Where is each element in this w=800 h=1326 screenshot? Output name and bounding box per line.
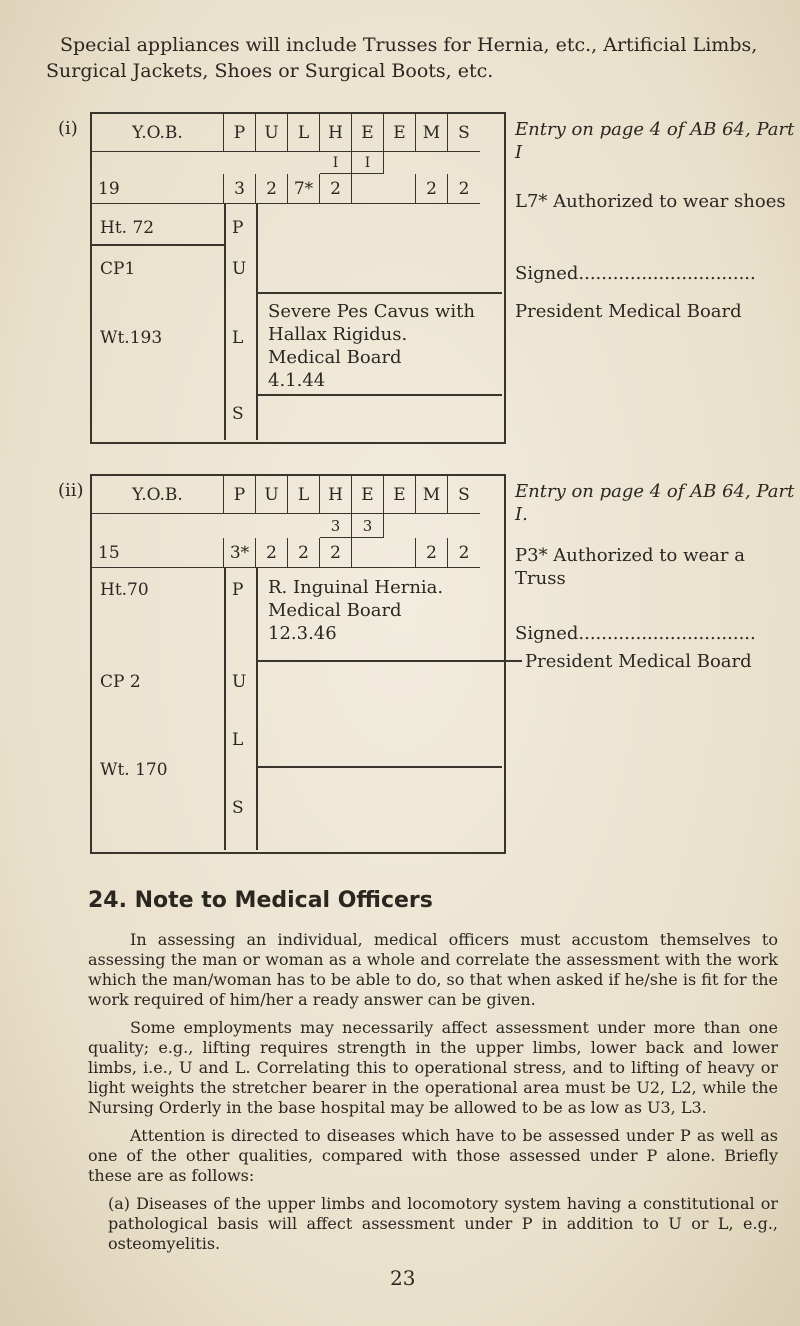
card1-val-h: 2: [320, 174, 352, 204]
card2-val-s: 2: [448, 538, 480, 568]
card2-header-m: M: [416, 476, 448, 514]
card2-signature-connector: [502, 660, 522, 662]
card1-sub-h: I: [320, 152, 352, 174]
card1-val-l: 7*: [288, 174, 320, 204]
section-heading: 24. Note to Medical Officers: [88, 888, 433, 913]
card1-header-u: U: [256, 114, 288, 152]
card2-s-code: S: [232, 798, 244, 818]
card1-header-s: S: [448, 114, 480, 152]
card2-val-h: 2: [320, 538, 352, 568]
card2: [90, 474, 506, 854]
card2-header-e2: E: [384, 476, 416, 514]
card1-authorization: L7* Authorized to wear shoes: [515, 191, 786, 212]
card1-sub-e1: I: [352, 152, 384, 174]
card2-entry-note: Entry on page 4 of AB 64, Part I.: [515, 481, 795, 525]
card2-header-p: P: [224, 476, 256, 514]
card2-val-l: 2: [288, 538, 320, 568]
card1-divider-2: [256, 292, 502, 294]
card2-val-e1: [352, 538, 416, 568]
card1-height-code: P: [232, 218, 244, 238]
card2-cp: CP 2: [100, 672, 141, 692]
section-paragraph-4: (a) Diseases of the upper limbs and locomotory system having a constitutional or pathological basis will affect assessment under P in addition to U or L, e.g., osteomyelitis.: [108, 1194, 778, 1253]
card1-header-e1: E: [352, 114, 384, 152]
card2-sub-e1: 3: [352, 514, 384, 538]
card2-vertical-rule-2: [256, 568, 258, 850]
card2-val-u: 2: [256, 538, 288, 568]
card1-remark: [268, 300, 475, 392]
card2-signed: Signed...............................: [515, 623, 756, 644]
card2-header-s: S: [448, 476, 480, 514]
intro-line-1: Special appliances will include Trusses for Hernia, etc., Artificial Limbs,: [60, 34, 758, 56]
card1-vertical-rule-2: [256, 204, 258, 440]
card2-president: President Medical Board: [525, 651, 752, 672]
card2-remark-line-3: 12.3.46: [268, 623, 337, 644]
card1-cp: CP1: [100, 259, 136, 279]
card2-val-m: 2: [416, 538, 448, 568]
card2-header-u: U: [256, 476, 288, 514]
card1-header-h: H: [320, 114, 352, 152]
card1-remark-line-4: 4.1.44: [268, 370, 326, 391]
card1-header-yob: Y.O.B.: [92, 114, 224, 152]
card1-height: Ht. 72: [100, 218, 155, 238]
card1-val-e1: [352, 174, 416, 204]
card2-height-code: P: [232, 580, 244, 600]
card2-height: Ht.70: [100, 580, 149, 600]
section-paragraph-1: In assessing an individual, medical officers must accustom themselves to assessing the man or woman as a whole and correlate the assessment with the work which the man/woman has to be able to do, so that when asked if he/she is fit for the work required of him/her a ready answer can be given.: [88, 930, 778, 1009]
card1-s-code: S: [232, 404, 244, 424]
card1-val-u: 2: [256, 174, 288, 204]
card1-val-p: 3: [224, 174, 256, 204]
card2-header-h: H: [320, 476, 352, 514]
card1-header-e2: E: [384, 114, 416, 152]
card2-weight-code: L: [232, 730, 244, 750]
card1-weight: Wt.193: [100, 328, 163, 348]
card1-divider-3: [256, 394, 502, 396]
section-paragraph-2: Some employments may necessarily affect assessment under more than one quality; e.g., lifting requires strength in the upper limbs, lower back and lower limbs, i.e., U and L. Correlating this to operational stress, and to lifting of heavy or light weights the stretcher bearer in the operational area must be U2, L2, while the Nursing Orderly in the base hospital may be allowed to be as low as U3, L3.: [88, 1018, 778, 1117]
intro-line-2: Surgical Jackets, Shoes or Surgical Boots, etc.: [46, 60, 494, 82]
card2-header-e1: E: [352, 476, 384, 514]
card1-header-m: M: [416, 114, 448, 152]
card2-authorization: P3* Authorized to wear a Truss: [515, 545, 745, 589]
card1-header-p: P: [224, 114, 256, 152]
card2-remark: [268, 576, 443, 645]
intro-paragraph: [46, 32, 780, 84]
card1-header-l: L: [288, 114, 320, 152]
card1-val-s: 2: [448, 174, 480, 204]
card1-label: (i): [58, 118, 78, 139]
card2-vertical-rule: [224, 568, 226, 850]
card1-remark-line-1: Severe Pes Cavus with: [268, 301, 475, 322]
card2-divider: [256, 660, 502, 662]
card1-remark-line-2: Hallax Rigidus.: [268, 324, 408, 345]
section-paragraph-3: Attention is directed to diseases which have to be assessed under P as well as one of the other qualities, compared with those assessed under P alone. Briefly these are as follows:: [88, 1126, 778, 1185]
card2-divider-2: [256, 766, 502, 768]
card2-sub-h: 3: [320, 514, 352, 538]
card1-divider: [92, 244, 224, 246]
card1: [90, 112, 506, 444]
card1-remark-line-3: Medical Board: [268, 347, 402, 368]
card2-remark-line-1: R. Inguinal Hernia.: [268, 577, 444, 598]
card2-header-yob: Y.O.B.: [92, 476, 224, 514]
card1-president: President Medical Board: [515, 301, 742, 322]
page-number: 23: [390, 1266, 416, 1290]
card1-val-m: 2: [416, 174, 448, 204]
card2-weight: Wt. 170: [100, 760, 168, 780]
card1-yob-value: 19: [92, 174, 224, 204]
card2-label: (ii): [58, 480, 84, 501]
card1-entry-note: Entry on page 4 of AB 64, Part I: [515, 119, 795, 163]
card2-cp-code: U: [232, 672, 247, 692]
card2-remark-line-2: Medical Board: [268, 600, 402, 621]
card1-cp-code: U: [232, 259, 247, 279]
card1-signed: Signed...............................: [515, 263, 756, 284]
card2-header-l: L: [288, 476, 320, 514]
card2-val-p: 3*: [224, 538, 256, 568]
card2-yob-value: 15: [92, 538, 224, 568]
card1-weight-code: L: [232, 328, 244, 348]
card1-vertical-rule: [224, 204, 226, 440]
